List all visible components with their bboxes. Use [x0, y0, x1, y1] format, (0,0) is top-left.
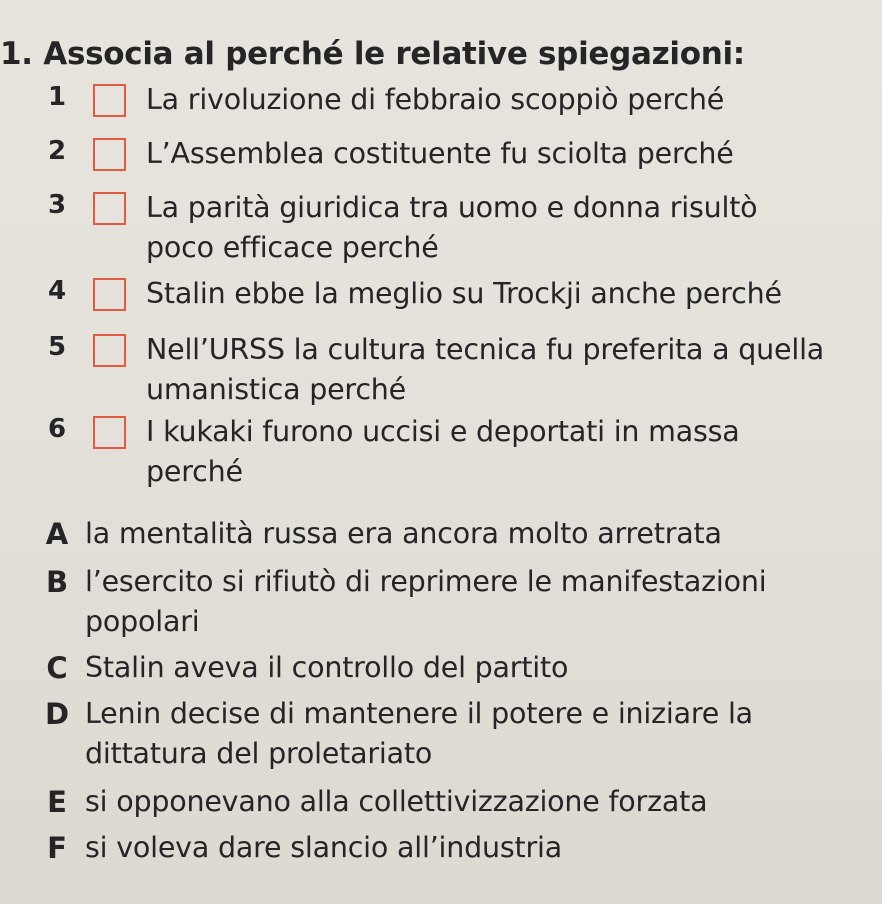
- answer-text: Stalin aveva il controllo del partito: [85, 651, 569, 684]
- answer-checkbox-3[interactable]: [93, 192, 126, 225]
- question-text: L’Assemblea costituente fu sciolta perché: [146, 137, 734, 170]
- answer-checkbox-1[interactable]: [93, 84, 126, 117]
- answer-checkbox-2[interactable]: [93, 138, 126, 171]
- answer-checkbox-6[interactable]: [93, 416, 126, 449]
- answer-text: si opponevano alla collettivizzazione forzata: [85, 785, 708, 818]
- answer-text: l’esercito si rifiutò di reprimere le manifestazioni popolari: [85, 565, 767, 638]
- question-text: La parità giuridica tra uomo e donna risultò poco efficace perché: [146, 191, 758, 264]
- question-number: 4: [47, 276, 67, 306]
- answer-text: Lenin decise di mantenere il potere e iniziare la dittatura del proletariato: [85, 697, 753, 770]
- question-number: 6: [47, 414, 67, 444]
- question-number: 5: [47, 332, 67, 362]
- question-number: 2: [47, 136, 67, 166]
- exercise-number: 1.: [0, 36, 33, 72]
- answer-letter: E: [47, 785, 67, 819]
- question-text: I kukaki furono uccisi e deportati in massa perché: [146, 415, 740, 488]
- answer-checkbox-5[interactable]: [93, 334, 126, 367]
- exercise-title: [0, 36, 745, 72]
- answer-letter: B: [45, 565, 69, 599]
- answer-letter: D: [44, 697, 70, 731]
- answer-letter: C: [46, 651, 68, 685]
- exercise-instruction: Associa al perché le relative spiegazioni:: [43, 36, 745, 72]
- answer-text: la mentalità russa era ancora molto arretrata: [85, 517, 722, 550]
- question-text: La rivoluzione di febbraio scoppiò perché: [146, 83, 725, 116]
- answer-letter: A: [45, 517, 69, 551]
- question-text: Stalin ebbe la meglio su Trockji anche perché: [146, 277, 782, 310]
- answer-text: si voleva dare slancio all’industria: [85, 831, 563, 864]
- answer-checkbox-4[interactable]: [93, 278, 126, 311]
- answer-letter: F: [47, 831, 67, 865]
- question-text: Nell’URSS la cultura tecnica fu preferita a quella umanistica perché: [146, 333, 825, 406]
- question-number: 1: [47, 82, 67, 112]
- question-number: 3: [47, 190, 67, 220]
